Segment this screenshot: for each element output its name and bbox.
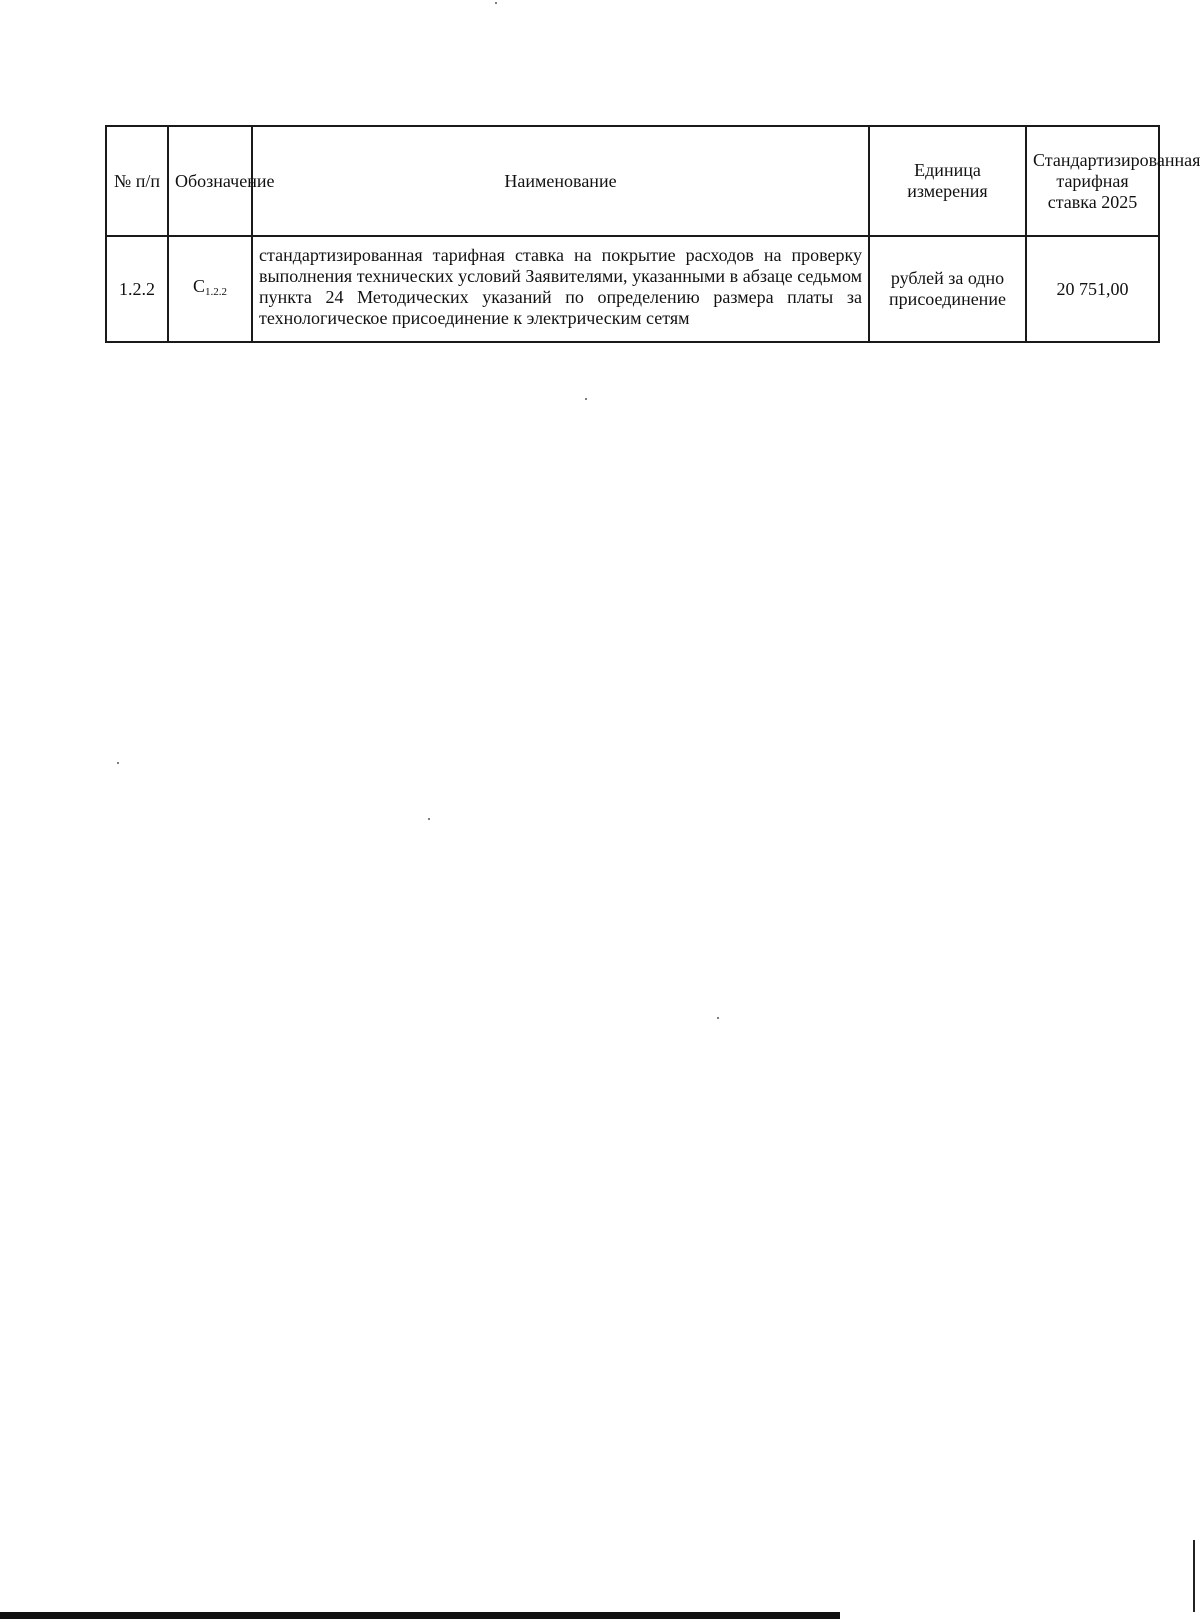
tariff-table xyxy=(105,125,1200,343)
cell-designation xyxy=(168,236,252,342)
header-unit: Единица измерения xyxy=(869,126,1026,236)
scan-speck xyxy=(717,1017,719,1019)
scan-speck xyxy=(495,2,497,4)
header-rate: Стандартизированная тарифная ставка 2025 xyxy=(1026,126,1159,236)
scan-edge-bar xyxy=(0,1612,840,1619)
cell-name: стандартизированная тарифная ставка на покрытие расходов на проверку выполнения технических условий Заявителями, указанными в абзаце седьмом пункта 24 Методических указаний по определению размера платы за технологическое присоединение к электрическим сетям xyxy=(252,236,869,342)
cell-num: 1.2.2 xyxy=(106,236,168,342)
designation-base: C xyxy=(192,275,205,296)
scan-speck xyxy=(428,818,430,820)
scan-speck xyxy=(117,762,119,764)
header-designation: Обозначение xyxy=(168,126,252,236)
cell-unit: рублей за одно присоединение xyxy=(869,236,1026,342)
table-row xyxy=(106,236,1159,342)
header-name: Наименование xyxy=(252,126,869,236)
header-num: № п/п xyxy=(106,126,168,236)
scan-edge-line xyxy=(1193,1540,1195,1612)
table-header-row xyxy=(106,126,1159,236)
scan-speck xyxy=(585,398,587,400)
designation-subscript: 1.2.2 xyxy=(205,285,227,298)
cell-rate: 20 751,00 xyxy=(1026,236,1159,342)
